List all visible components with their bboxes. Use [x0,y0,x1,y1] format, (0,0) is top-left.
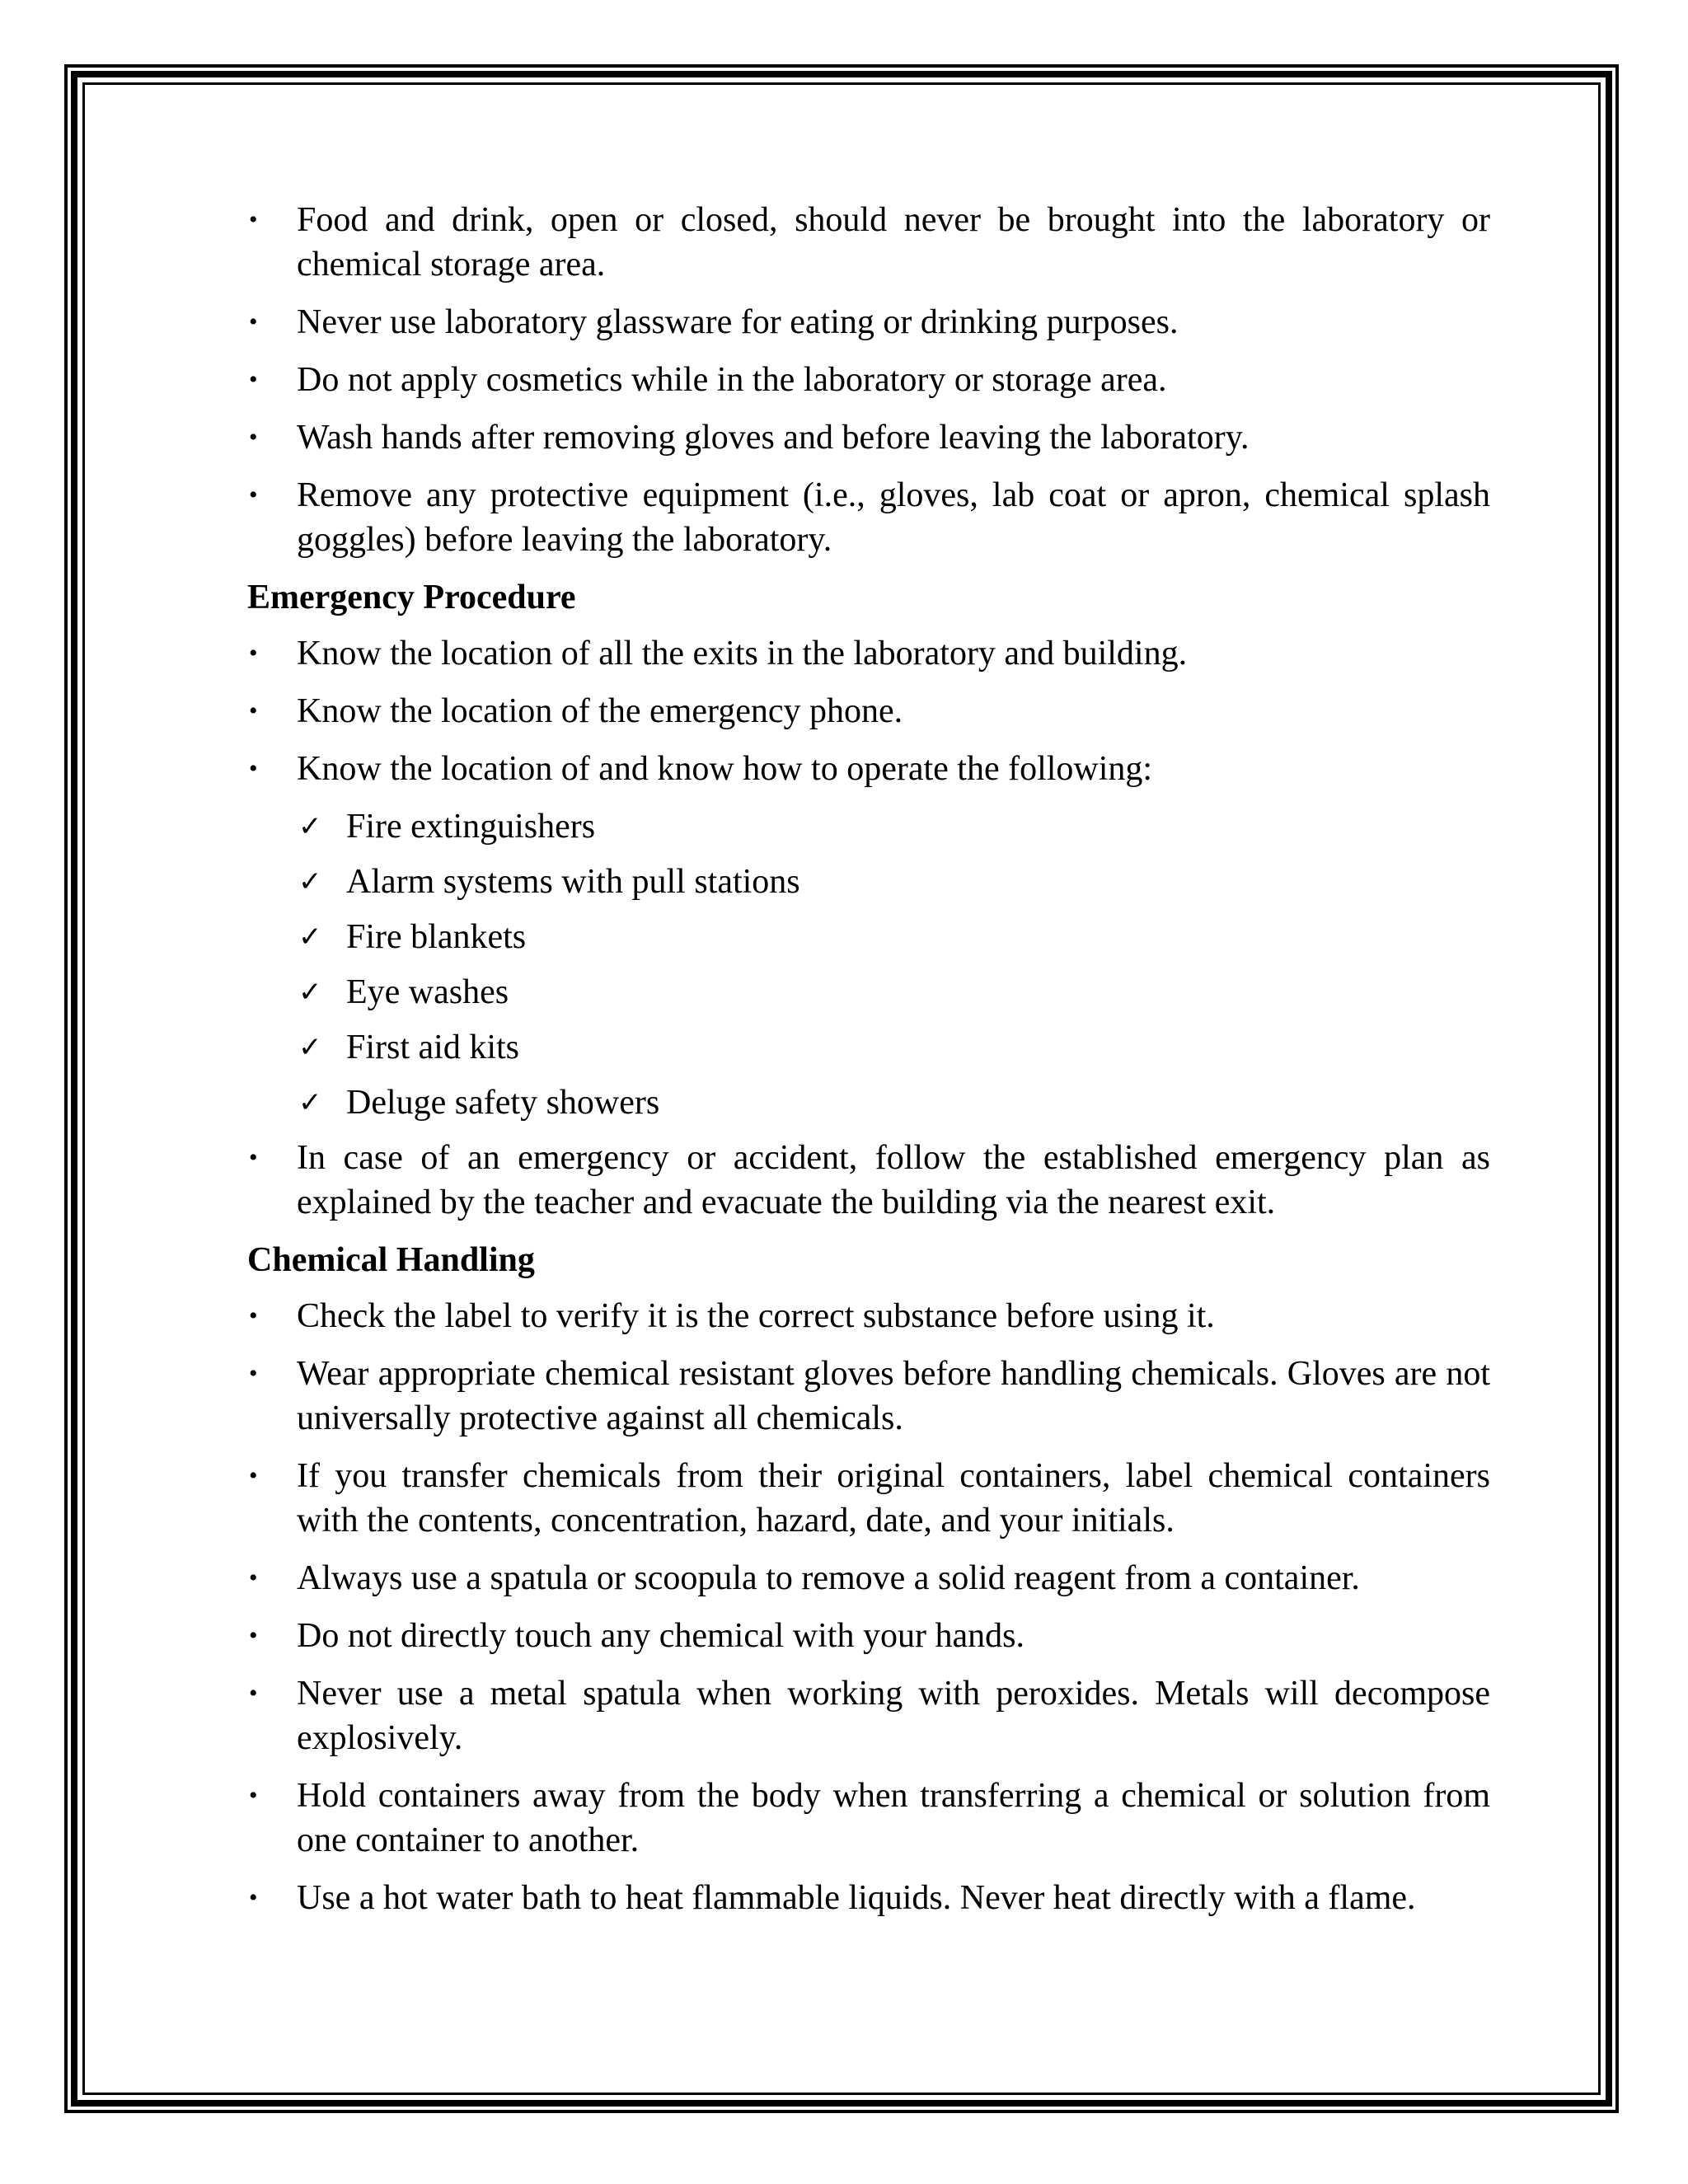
list-item-text: If you transfer chemicals from their original containers, label chemical containers with the contents, concentration, hazard, date, and your initials. [297,1457,1490,1540]
bullet-icon: • [249,1622,258,1649]
checklist-item-text: Fire blankets [346,918,527,956]
list-item-text: Use a hot water bath to heat flammable liquids. Never heat directly with a flame. [297,1879,1416,1917]
checkmark-icon: ✓ [298,1086,322,1119]
checklist-item [247,1025,1490,1070]
checkmark-icon: ✓ [298,921,322,954]
checklist-item-text: Deluge safety showers [346,1084,660,1122]
list-item [247,415,1490,460]
list-item-text: Wash hands after removing gloves and before leaving the laboratory. [297,419,1250,457]
checklist-item-text: Alarm systems with pull stations [346,863,800,901]
list-item-text: Know the location of and know how to operate the following: [297,750,1153,788]
list-item [247,1671,1490,1760]
bullet-icon: • [249,308,258,335]
list-item-text: Know the location of all the exits in the laboratory and building. [297,635,1188,673]
list-item [247,1876,1490,1920]
list-item [247,1294,1490,1338]
checklist-item-text: First aid kits [346,1029,520,1066]
bullet-icon: • [249,755,258,782]
list-item-text: Do not apply cosmetics while in the laboratory or storage area. [297,361,1167,399]
list-item-text: Do not directly touch any chemical with your hands. [297,1617,1025,1655]
list-item-text: In case of an emergency or accident, follow the established emergency plan as explained by the teacher and evacuate the building via the nearest exit. [297,1139,1490,1221]
bullet-icon: • [249,1564,258,1591]
checkmark-icon: ✓ [298,810,322,843]
list-item [247,689,1490,733]
checklist-item-text: Eye washes [346,973,509,1011]
list-item-text: Check the label to verify it is the correct substance before using it. [297,1297,1215,1335]
list-item-text: Never use laboratory glassware for eating or drinking purposes. [297,303,1179,341]
list-item [247,747,1490,791]
checklist-item-text: Fire extinguishers [346,808,596,846]
list-item-text: Food and drink, open or closed, should never be brought into the laboratory or chemical storage area. [297,201,1490,284]
list-item [247,631,1490,676]
bullet-icon: • [249,1144,258,1171]
bullet-icon: • [249,1782,258,1809]
bullet-icon: • [249,1462,258,1489]
bullet-icon: • [249,424,258,451]
list-item [247,358,1490,402]
list-item [247,198,1490,287]
section-heading-chemical: Chemical Handling [247,1241,535,1279]
checklist-item [247,860,1490,904]
list-item-text: Never use a metal spatula when working with peroxides. Metals will decompose explosively. [297,1675,1490,1757]
list-item [247,300,1490,344]
list-item [247,1454,1490,1543]
bullet-icon: • [249,640,258,667]
list-item [247,1556,1490,1601]
bullet-icon: • [249,366,258,393]
list-item-text: Hold containers away from the body when transferring a chemical or solution from one container to another. [297,1777,1490,1859]
checklist-item [247,970,1490,1015]
list-item-text: Know the location of the emergency phone. [297,692,903,730]
list-item-text: Always use a spatula or scoopula to remove a solid reagent from a container. [297,1559,1360,1597]
checklist-item [247,915,1490,959]
bullet-icon: • [249,1884,258,1911]
bullet-icon: • [249,1302,258,1329]
list-item-text: Remove any protective equipment (i.e., gloves, lab coat or apron, chemical splash goggles) before leaving the laboratory. [297,476,1490,559]
list-item [247,1136,1490,1225]
bullet-icon: • [249,697,258,724]
list-item-text: Wear appropriate chemical resistant gloves before handling chemicals. Gloves are not universally protective against all chemicals. [297,1355,1490,1437]
checklist-item [247,804,1490,849]
bullet-icon: • [249,481,258,509]
checkmark-icon: ✓ [298,1031,322,1064]
section-heading-emergency: Emergency Procedure [247,579,576,616]
checkmark-icon: ✓ [298,976,322,1009]
list-item [247,1352,1490,1441]
document-body [247,198,1490,1933]
checklist-item [247,1080,1490,1125]
bullet-icon: • [249,206,258,233]
checkmark-icon: ✓ [298,865,322,898]
list-item [247,473,1490,562]
bullet-icon: • [249,1360,258,1387]
list-item [247,1614,1490,1658]
list-item [247,1774,1490,1863]
bullet-icon: • [249,1680,258,1707]
